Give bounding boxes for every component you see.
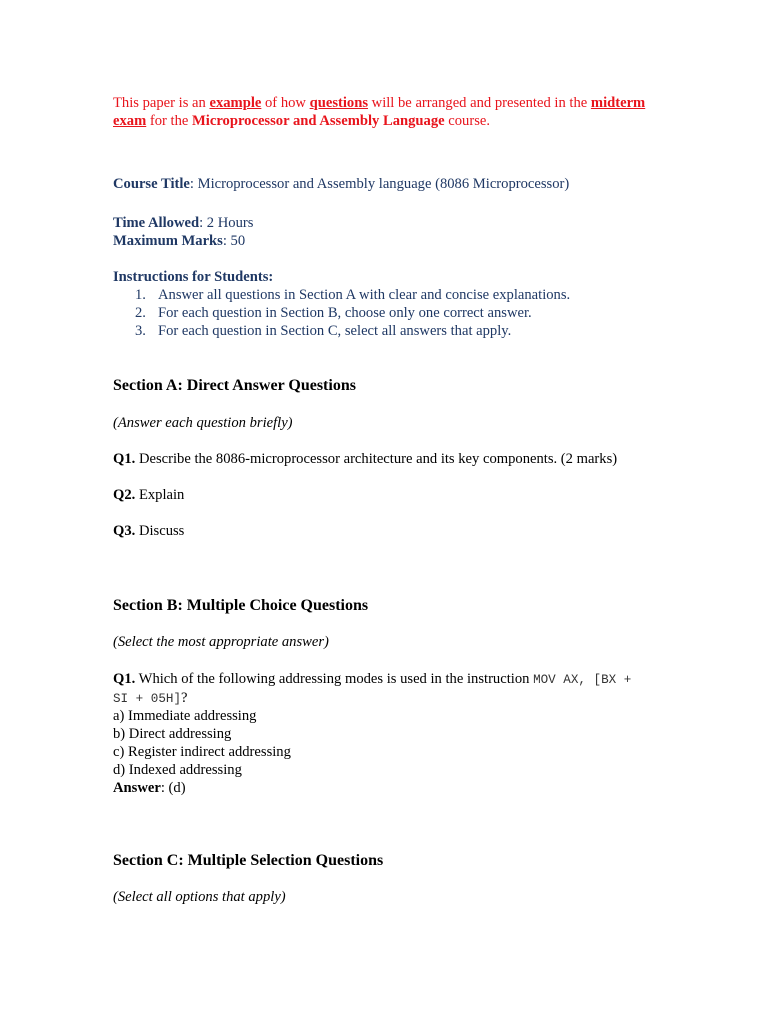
option-b: b) Direct addressing	[113, 726, 232, 742]
list-number: 1.	[135, 287, 146, 303]
intro-text: course.	[444, 113, 490, 129]
list-text: For each question in Section C, select all answers that apply.	[158, 323, 512, 339]
intro-example: example	[209, 95, 262, 111]
section-b-title: Section B: Multiple Choice Questions	[113, 597, 369, 614]
intro-text: of how	[261, 95, 310, 111]
course-title-line	[113, 175, 668, 193]
question-label: Q1.	[113, 671, 136, 687]
code-snippet: SI + 05H]	[113, 692, 182, 706]
course-title-value: : Microprocessor and Assembly language (8086 Microprocessor)	[189, 176, 570, 192]
intro-text: will be arranged and presented in the	[368, 95, 591, 111]
section-a-q2	[113, 486, 668, 504]
question-text: Discuss	[135, 523, 185, 539]
answer-value: : (d)	[160, 780, 186, 796]
answer-line	[113, 779, 668, 797]
question-text: Describe the 8086-microprocessor architecture and its key components. (2 marks)	[135, 451, 618, 467]
question-label: Q3.	[113, 523, 136, 539]
time-allowed-label: Time Allowed	[113, 215, 200, 231]
question-label: Q2.	[113, 487, 136, 503]
option-a: a) Immediate addressing	[113, 708, 257, 724]
course-title-label: Course Title	[113, 176, 190, 192]
intro-course-name: Microprocessor and Assembly Language	[192, 113, 445, 129]
list-text: For each question in Section B, choose only one correct answer.	[158, 305, 532, 321]
section-a-q1	[113, 450, 668, 468]
max-marks-value: : 50	[222, 233, 246, 249]
instructions-list	[113, 286, 668, 340]
question-text: ?	[181, 690, 188, 706]
intro-paragraph	[113, 94, 668, 130]
code-snippet: MOV AX, [BX +	[533, 673, 632, 687]
intro-text: for the	[146, 113, 193, 129]
section-b-note: (Select the most appropriate answer)	[113, 634, 329, 650]
intro-text: This paper is an	[113, 95, 210, 111]
question-text: Which of the following addressing modes is used in the instruction	[135, 671, 534, 687]
instructions-block	[113, 268, 668, 340]
section-c-title: Section C: Multiple Selection Questions	[113, 852, 384, 869]
time-allowed-line	[113, 214, 668, 232]
section-a-note: (Answer each question briefly)	[113, 415, 293, 431]
section-a-title: Section A: Direct Answer Questions	[113, 377, 356, 394]
list-item	[113, 286, 668, 304]
intro-exam: exam	[113, 113, 147, 129]
section-b-q1	[113, 670, 668, 708]
question-label: Q1.	[113, 451, 136, 467]
answer-label: Answer	[113, 780, 161, 796]
section-b-options	[113, 707, 668, 797]
list-item	[113, 304, 668, 322]
section-c-note: (Select all options that apply)	[113, 889, 286, 905]
intro-midterm: midterm	[590, 95, 646, 111]
max-marks-line	[113, 232, 668, 250]
section-a-q3	[113, 522, 668, 540]
option-c: c) Register indirect addressing	[113, 744, 291, 760]
list-item	[113, 322, 668, 340]
option-d: d) Indexed addressing	[113, 762, 242, 778]
list-text: Answer all questions in Section A with clear and concise explanations.	[158, 287, 571, 303]
max-marks-label: Maximum Marks	[113, 233, 223, 249]
intro-questions: questions	[309, 95, 369, 111]
time-allowed-value: : 2 Hours	[199, 215, 254, 231]
list-number: 3.	[135, 323, 146, 339]
question-text: Explain	[135, 487, 185, 503]
instructions-heading: Instructions for Students:	[113, 269, 274, 285]
list-number: 2.	[135, 305, 146, 321]
